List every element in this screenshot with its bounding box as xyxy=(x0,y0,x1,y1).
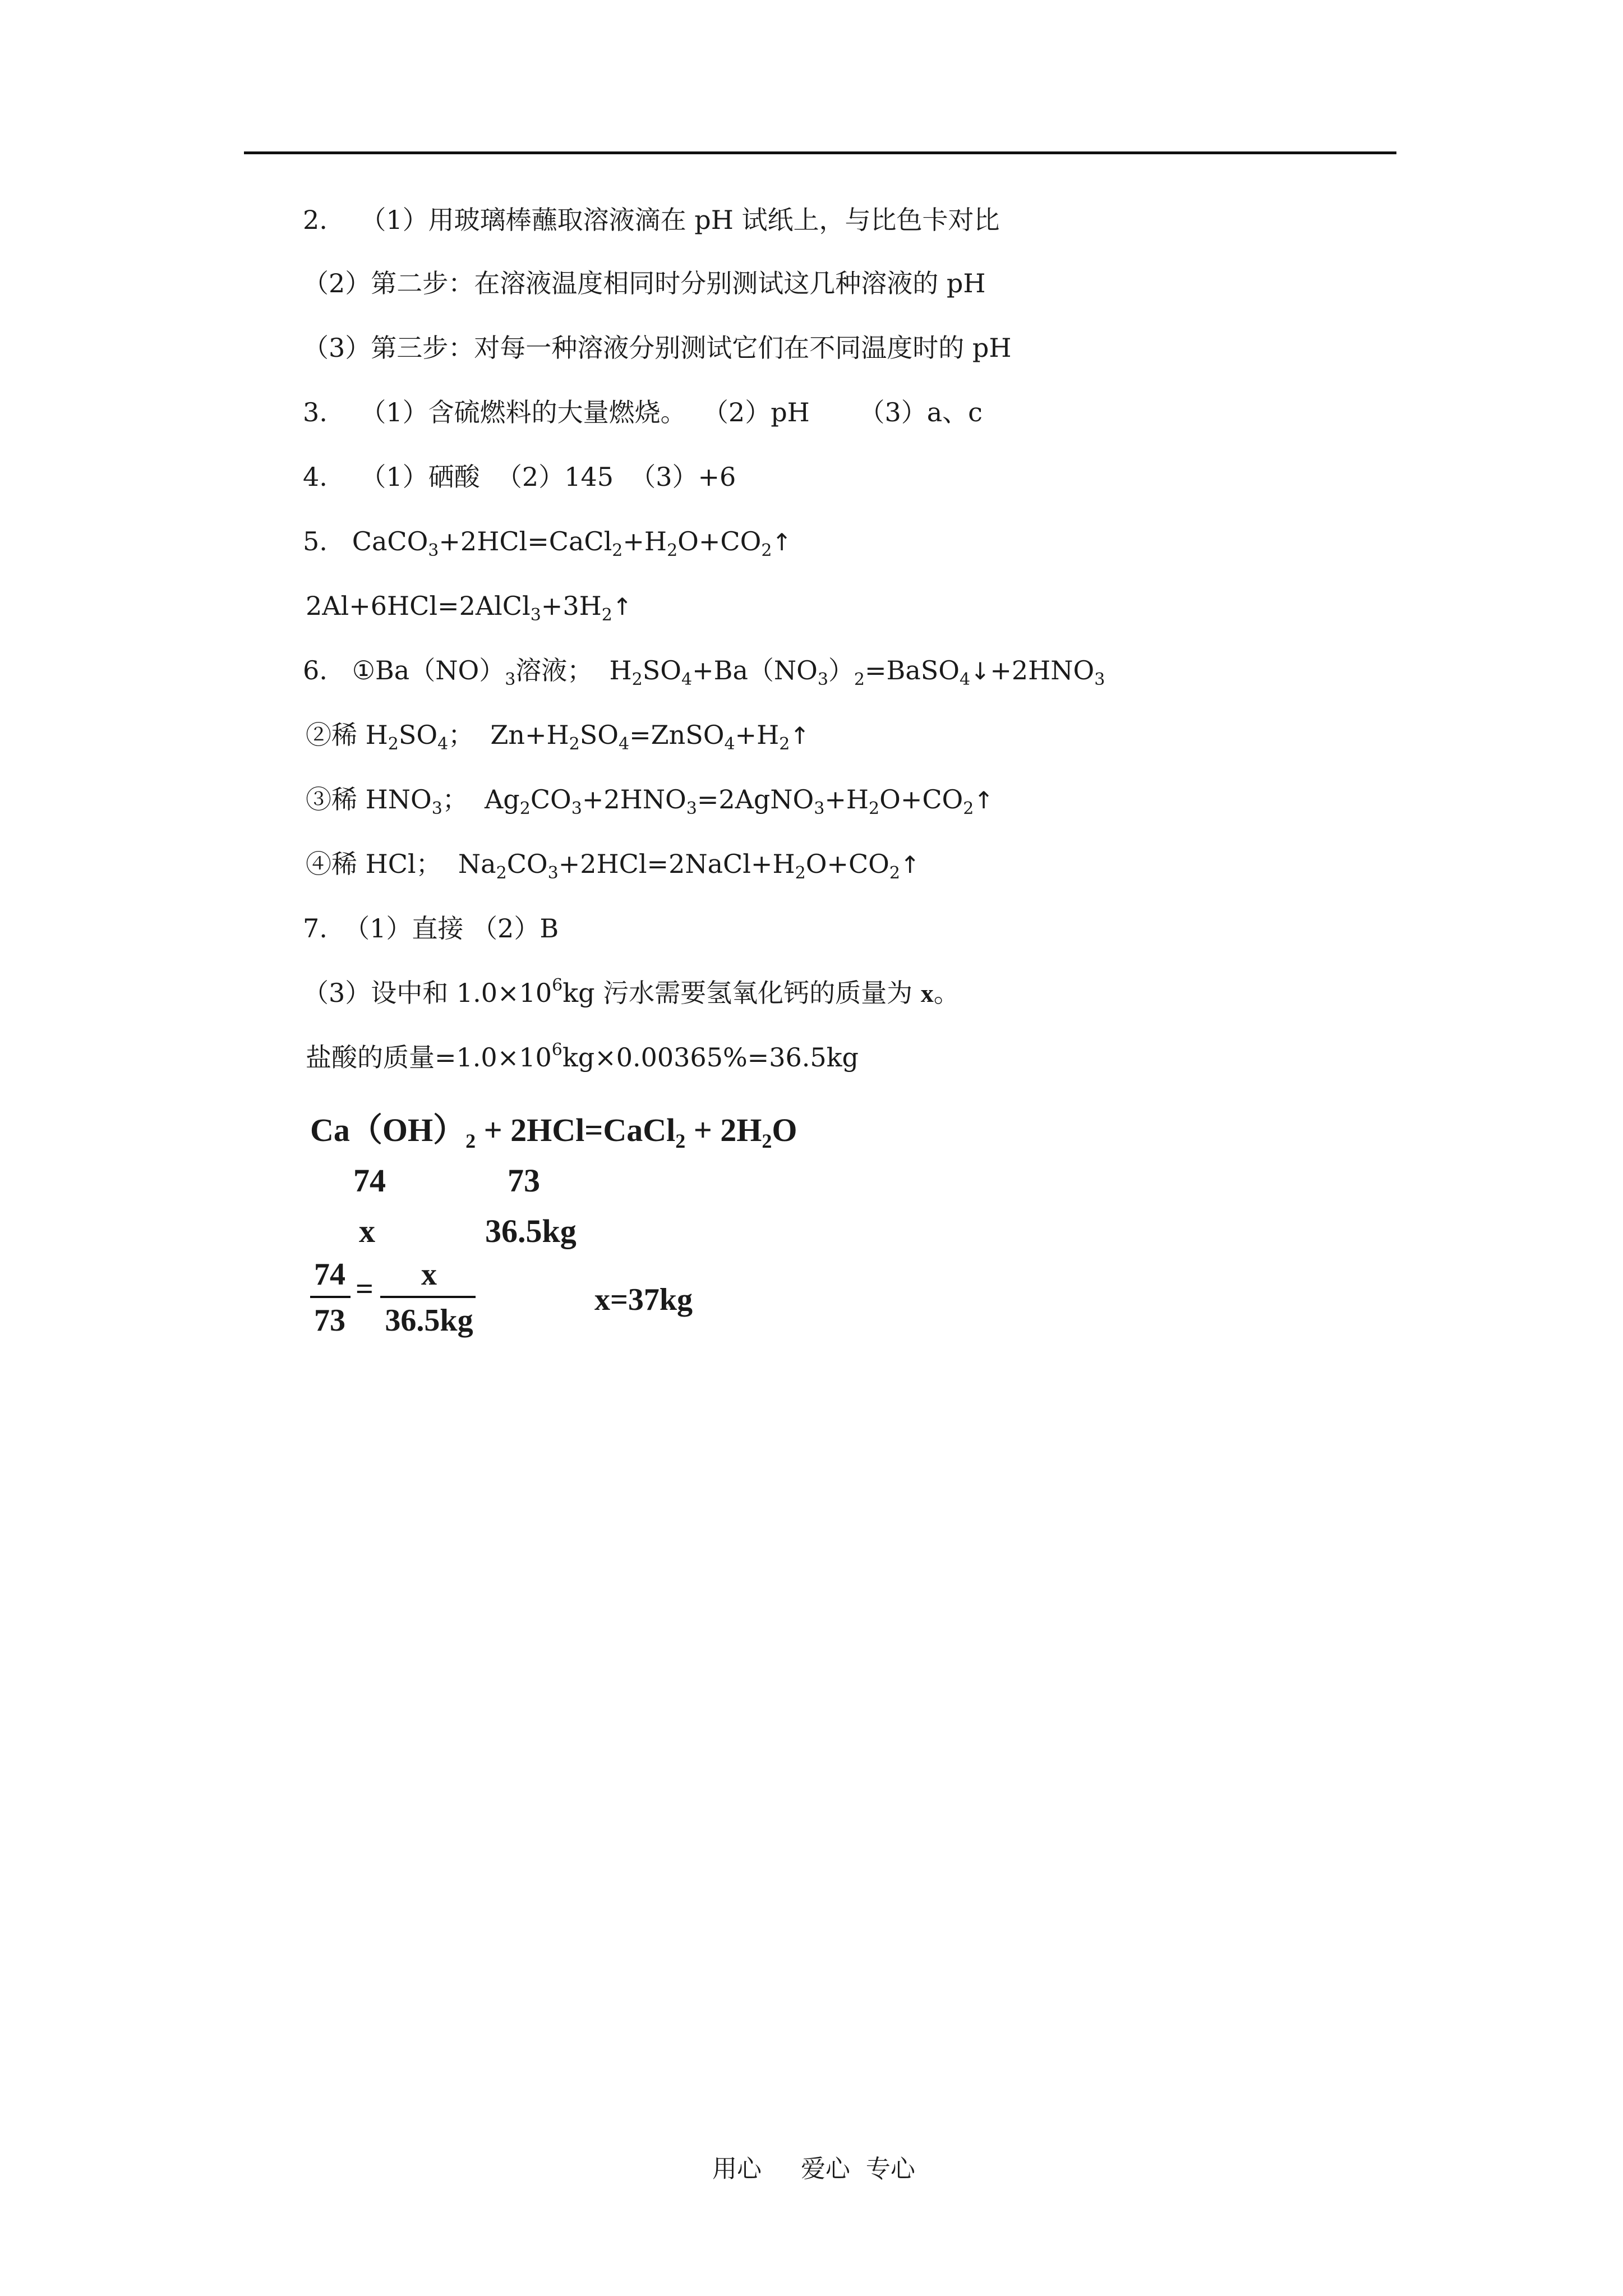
q6-line4 xyxy=(306,847,920,882)
q2-line2 xyxy=(303,266,985,300)
q7-mass-line xyxy=(306,1041,859,1074)
q3-part1: （1）含硫燃料的大量燃烧。 xyxy=(360,397,686,427)
q2-line1 xyxy=(303,203,999,237)
calc-equation: $Ca(OH)_2$ + 2HCl=CaCl$_2$ + $2H_2O$ xyxy=(310,1112,797,1152)
q6-reagent4: ④稀 HCl； xyxy=(306,849,442,879)
fraction1-bar xyxy=(310,1296,351,1298)
q4-line xyxy=(303,460,736,494)
fraction2-numerator: x xyxy=(421,1257,437,1292)
q3-number: 3. xyxy=(303,397,328,427)
q5-number: 5. xyxy=(303,526,328,556)
q6-reagent1: $①Ba(NO)_3$溶液； xyxy=(352,655,593,689)
q7-part2: （2）B xyxy=(472,913,559,944)
calc-result: x=37kg xyxy=(594,1282,693,1317)
q7-number: 7. xyxy=(303,913,328,944)
q6-equation2: $Zn+H_2SO_4=ZnSO_4+H_2↑$ xyxy=(490,720,810,754)
fraction2-denominator: 36.5kg xyxy=(385,1303,473,1338)
q5-equation1: $CaCO_3+2HCl=CaCl_2+H_2O+CO_2↑$ xyxy=(352,526,792,560)
q6-line3 xyxy=(306,783,994,817)
hcl-mass: 盐酸的质量$=1.0\times 10^6kg\times 0.00365\%=36.5kg$ xyxy=(306,1040,859,1073)
q2-part1: （1）用玻璃棒蘸取溶液滴在 pH 试纸上，与比色卡对比 xyxy=(360,205,1000,235)
q7-part1: （1）直接 xyxy=(344,913,464,944)
footer-word-3: 专心 xyxy=(865,2155,915,2183)
q5-equation2: $2Al+6HCl=2AlCl_3+3H_2↑$ xyxy=(306,591,633,625)
q3-part2: （2）pH xyxy=(702,397,810,427)
q6-equation1: $H_2SO_4+Ba(NO_3)_2=BaSO_4↓+2HNO_3$ xyxy=(609,655,1105,689)
q4-part2: （2）145 xyxy=(496,462,614,492)
q2-part3: （3）第三步：对每一种溶液分别测试它们在不同温度时的 pH xyxy=(303,333,1012,363)
fraction2-bar xyxy=(380,1296,476,1298)
q3-line xyxy=(303,395,983,429)
fraction1-denominator: 73 xyxy=(314,1303,345,1338)
calc-var-x: x xyxy=(359,1213,375,1249)
q2-part2: （2）第二步：在溶液温度相同时分别测试这几种溶液的 pH xyxy=(303,268,986,298)
q5-line1 xyxy=(303,524,792,559)
calc-molar-hcl: 73 xyxy=(508,1162,540,1199)
q6-number: 6. xyxy=(303,655,328,685)
q5-line2 xyxy=(306,589,632,624)
fraction1-numerator: 74 xyxy=(314,1257,345,1292)
q2-line3 xyxy=(303,331,1011,365)
q4-part1: （1）硒酸 xyxy=(360,462,480,492)
q4-part3: （3）+6 xyxy=(630,462,736,492)
equals-sign: = xyxy=(356,1272,374,1306)
q6-equation4: $Na_2CO_3+2HCl=2NaCl+H_2O+CO_2↑$ xyxy=(458,849,920,883)
q7-line2 xyxy=(303,976,960,1010)
q3-part3: （3）a、c xyxy=(859,397,983,427)
footer-motto xyxy=(712,2148,915,2184)
footer-word-2: 爱心 xyxy=(800,2155,850,2183)
q7-part3: （3）设中和 $1.0\times 10^6kg$ 污水需要氢氧化钙的质量为 x。 xyxy=(303,976,960,1008)
header-rule xyxy=(244,151,1396,154)
calc-molar-ca: 74 xyxy=(353,1162,386,1199)
q6-line1 xyxy=(303,654,1105,688)
calc-var-mass: 36.5kg xyxy=(485,1213,577,1249)
q6-reagent3: ③稀 $HNO_3$； xyxy=(306,784,468,818)
footer-word-1: 用心 xyxy=(712,2155,762,2183)
q7-line1 xyxy=(303,912,559,945)
q6-line2 xyxy=(306,718,810,753)
q6-reagent2: ②稀 $H_2SO_4$； xyxy=(306,720,474,754)
q6-equation3: $Ag_2CO_3+2HNO_3=2AgNO_3+H_2O+CO_2↑$ xyxy=(485,784,994,818)
q4-number: 4. xyxy=(303,462,328,492)
q2-number: 2. xyxy=(303,205,328,235)
